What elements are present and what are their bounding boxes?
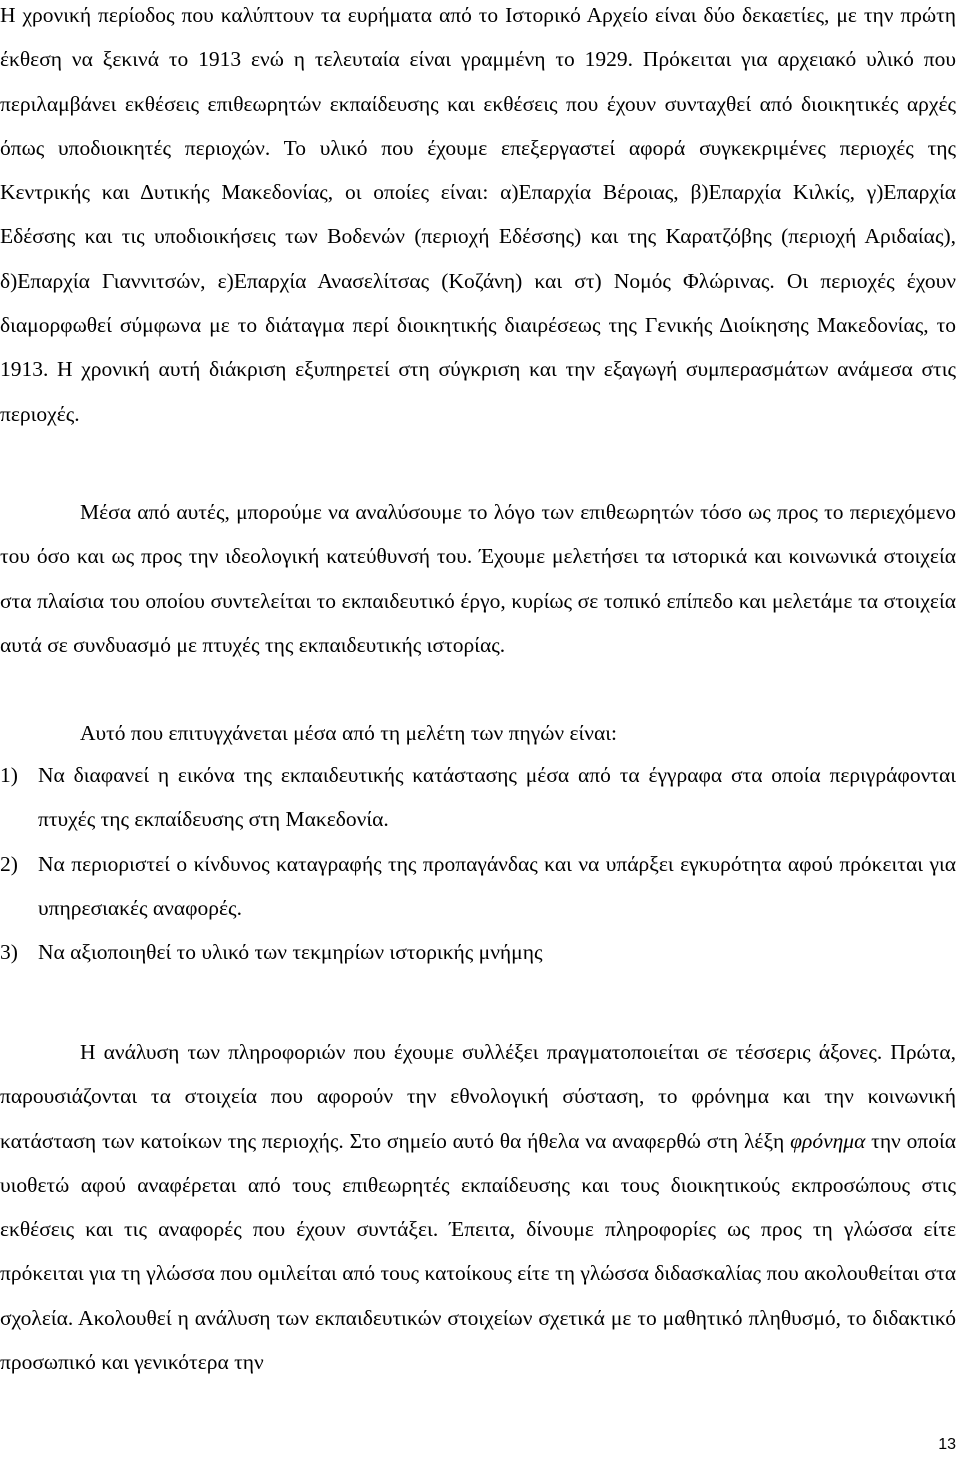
list-item-number: 2) bbox=[0, 851, 18, 876]
emphasized-term: φρόνημα bbox=[790, 1128, 866, 1153]
list-item bbox=[0, 842, 956, 931]
objectives-list bbox=[0, 753, 956, 974]
paragraph-text: την οποία υιοθετώ αφού αναφέρεται από τους επιθεωρητές εκπαίδευσης και τους διοικητικούς εκπροσώπους στις εκθέσεις και τις αναφορές που έχουν συντάξει. Έπειτα, δίνουμε πληροφορίες ως προς τη γλώσσα είτε πρόκειται για τη γλώσσα που ομιλείται από τους κατοίκους είτε τη γλώσσα διδασκαλίας που ακολουθείται στα σχολεία. Ακολουθεί η ανάλυση των εκπαιδευτικών στοιχείων σχετικά με το μαθητικό πληθυσμό, το διδακτικό προσωπικό και γενικότερα την bbox=[0, 1128, 957, 1375]
page-number: 13 bbox=[938, 1436, 956, 1453]
list-item-number: 1) bbox=[0, 763, 18, 787]
list-item-text: Να διαφανεί η εικόνα της εκπαιδευτικής κατάστασης μέσα από τα έγγραφα στα οποία περιγράφονται πτυχές της εκπαίδευσης στη Μακεδονία. bbox=[38, 763, 956, 832]
list-item-text: Να περιοριστεί ο κίνδυνος καταγραφής της προπαγάνδας και να υπάρξει εγκυρότητα αφού πρόκειται για υπηρεσιακές αναφορές. bbox=[38, 851, 956, 920]
paragraph-sources-intro: Αυτό που επιτυγχάνεται μέσα από τη μελέτη των πηγών είναι: bbox=[80, 721, 618, 745]
paragraph-text: Η ανάλυση των πληροφοριών που έχουμε συλλέξει πραγματοποιείται σε τέσσερις άξονες. Πρώτα, παρουσιάζονται τα στοιχεία που αφορούν την εθνολογική σύσταση, το φρόνημα και την κοινωνική κατάσταση των κατοίκων της περιοχής. Στο σημείο αυτό θα ήθελα να αναφερθώ στη λέξη bbox=[0, 1040, 956, 1153]
paragraph-archive-period: Η χρονική περίοδος που καλύπτουν τα ευρήματα από το Ιστορικό Αρχείο είναι δύο δεκαετίες, με την πρώτη έκθεση να ξεκινά το 1913 ενώ η τελευταία είναι γραμμένη το 1929. Πρόκειται για αρχειακό υλικό που περιλαμβάνει εκθέσεις επιθεωρητών εκπαίδευσης και εκθέσεις που έχουν συνταχθεί από διοικητικές αρχές όπως υποδιοικητές περιοχών. Το υλικό που έχουμε επεξεργαστεί αφορά συγκεκριμένες περιοχές της Κεντρικής και Δυτικής Μακεδονίας, οι οποίες είναι: α)Επαρχία Βέροιας, β)Επαρχία Κιλκίς, γ)Επαρχία Εδέσσης και τις υποδιοικήσεις των Βοδενών (περιοχή Εδέσσης) και της Καρατζόβης (περιοχή Αριδαίας), δ)Επαρχία Γιαννιτσών, ε)Επαρχία Ανασελίτσας (Κοζάνη) και στ) Νομός Φλώρινας. Οι περιοχές έχουν διαμορφωθεί σύμφωνα με το διάταγμα περί διοικητικής διαιρέσεως της Γενικής Διοίκησης Μακεδονίας, το 1913. Η χρονική αυτή διάκριση εξυπηρετεί στη σύγκριση και την εξαγωγή συμπερασμάτων ανάμεσα στις περιοχές. bbox=[0, 3, 956, 426]
list-item bbox=[0, 753, 956, 842]
list-item-text: Να αξιοποιηθεί το υλικό των τεκμηρίων ιστορικής μνήμης bbox=[38, 940, 543, 965]
paragraph-four-axes bbox=[0, 1030, 958, 1384]
list-item bbox=[0, 930, 956, 974]
paragraph-analysis-inspectors: Μέσα από αυτές, μπορούμε να αναλύσουμε το λόγο των επιθεωρητών τόσο ως προς το περιεχόμενο του όσο και ως προς την ιδεολογική κατεύθυνσή του. Έχουμε μελετήσει τα ιστορικά και κοινωνικά στοιχεία στα πλαίσια του οποίου συντελείται το εκπαιδευτικό έργο, κυρίως σε τοπικό επίπεδο και μελετάμε τα στοιχεία αυτά σε συνδυασμό με πτυχές της εκπαιδευτικής ιστορίας. bbox=[0, 500, 956, 657]
list-item-number: 3) bbox=[0, 940, 18, 965]
